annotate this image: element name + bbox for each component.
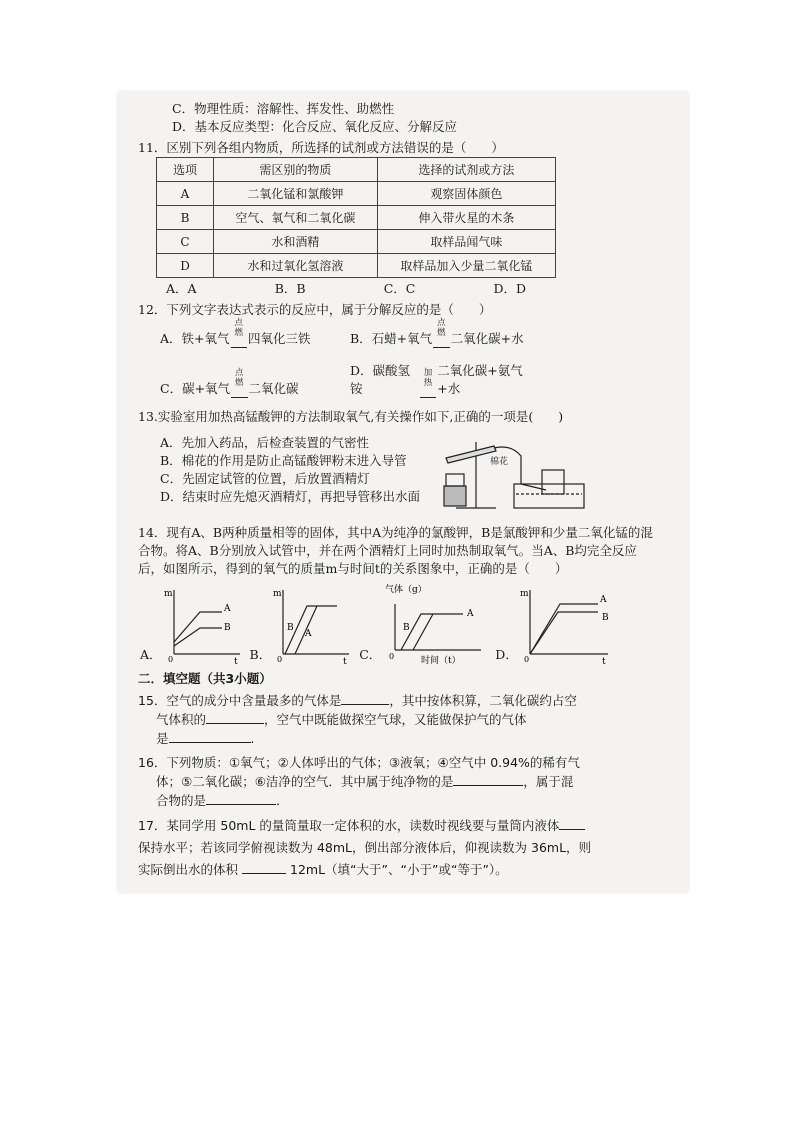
answer-blank[interactable] — [242, 861, 286, 874]
q16 — [138, 753, 678, 810]
q17-text: 实际倒出水的体积 — [138, 862, 239, 877]
choice-b[interactable] — [350, 318, 540, 348]
answer-blank[interactable] — [169, 730, 251, 743]
answer-blank[interactable] — [341, 692, 389, 705]
reaction-condition — [433, 318, 450, 348]
table-cell: 取样品闻气味 — [377, 230, 555, 254]
y-axis-label: m — [163, 589, 173, 599]
reactants: C．碳+氧气 — [160, 381, 231, 396]
table-cell: B — [157, 206, 214, 230]
table-row — [157, 254, 556, 278]
products: 二氧化碳+氨气+水 — [437, 363, 523, 396]
answer-blank[interactable] — [206, 711, 264, 724]
table-row — [157, 182, 556, 206]
origin-label: 0 — [523, 655, 529, 664]
reactants: B．石蜡+氧气 — [350, 331, 433, 346]
table-cell: 水和酒精 — [214, 230, 378, 254]
chart-b — [271, 584, 355, 664]
choice-c[interactable]: C．先固定试管的位置，后放置酒精灯 — [160, 471, 370, 486]
series-line-a — [174, 612, 222, 642]
q16-text: ，属于混 — [523, 774, 574, 789]
series-line-b — [401, 614, 463, 650]
condition-label: 加热 — [423, 368, 433, 388]
q13-stem: 13.实验室用加热高锰酸钾的方法制取氧气,有关操作如下,正确的一项是( ) — [138, 409, 564, 424]
q16-text: ． — [276, 793, 289, 808]
origin-label: 0 — [277, 655, 283, 664]
q11-stem: 11．区别下列各组内物质，所选择的试剂或方法错误的是（ ） — [138, 140, 504, 155]
series-label-a: A — [305, 629, 312, 639]
q14-stem: 14．现有A、B两种质量相等的固体，其中A为纯净的氯酸钾，B是氯酸钾和少量二氧化锰的混合物。将A、B分别放入试管中，并在两个酒精灯上同时加热制取氧气。当A、B均完全反应后，如图所示，得到的氧气的质量m与时间t的关系图象中，正确的是（ ） — [138, 525, 653, 576]
cotton-label: 棉花 — [490, 457, 509, 467]
table-header: 选项 — [157, 158, 214, 182]
choice-d[interactable] — [350, 362, 540, 398]
table-header: 选择的试剂或方法 — [377, 158, 555, 182]
series-label-a: A — [223, 604, 231, 614]
q15-text: . — [250, 731, 255, 746]
table-cell: 水和过氧化氢溶液 — [214, 254, 378, 278]
choice-d[interactable]: D．结束时应先熄灭酒精灯，再把导管移出水面 — [160, 489, 421, 504]
q17-text: 保持水平；若该同学俯视读数为 48mL，倒出部分液体后，仰视读数为 36mL，则 — [138, 840, 592, 855]
table-cell: 观察固体颜色 — [377, 182, 555, 206]
x-axis-label: t — [601, 657, 606, 664]
choice-d[interactable]: D．D — [493, 281, 526, 296]
table-header: 需区别的物质 — [214, 158, 378, 182]
choice-c[interactable] — [160, 362, 350, 398]
series-line-b — [174, 628, 222, 646]
choice-a[interactable]: A．A — [166, 281, 197, 296]
series-label-b: B — [287, 623, 294, 633]
table-cell: 二氧化锰和氯酸钾 — [214, 182, 378, 206]
q12-stem: 12．下列文字表达式表示的反应中，属于分解反应的是（ ） — [138, 302, 492, 317]
condition-label: 点燃 — [437, 318, 446, 338]
y-axis-label: m — [519, 589, 529, 599]
answer-blank[interactable] — [453, 773, 523, 786]
choice-a[interactable]: A．先加入药品，后检查装置的气密性 — [160, 435, 370, 450]
section-heading: 二．填空题（共3小题） — [138, 671, 272, 686]
x-axis-label: t — [343, 657, 347, 664]
option-d-line: D．基本反应类型：化合反应、氧化反应、分解反应 — [172, 119, 458, 134]
chart-choice-label: C． — [359, 647, 382, 662]
series-line-b — [530, 612, 598, 654]
answer-blank[interactable] — [206, 792, 276, 805]
series-label-a: A — [599, 595, 607, 605]
table-cell: D — [157, 254, 214, 278]
q13-body — [138, 434, 678, 510]
reaction-condition — [231, 368, 248, 398]
x-axis-label: t — [233, 657, 238, 664]
choice-c[interactable]: C．C — [383, 281, 416, 296]
q11-table — [156, 157, 556, 278]
x-axis-label: 时间（t） — [421, 656, 461, 664]
choice-d[interactable] — [495, 584, 614, 664]
q15-text: ，其中按体积算，二氧化碳约占空 — [389, 693, 577, 708]
table-row — [157, 230, 556, 254]
q15-text: 是 — [156, 731, 169, 746]
choice-b[interactable]: B．棉花的作用是防止高锰酸钾粉末进入导管 — [160, 453, 407, 468]
answer-blank[interactable] — [559, 817, 585, 830]
table-cell: A — [157, 182, 214, 206]
q16-text: 合物的是 — [156, 793, 207, 808]
q16-text: 体；⑤二氧化碳；⑥洁净的空气．其中属于纯净物的是 — [156, 774, 454, 789]
choice-a[interactable] — [140, 584, 246, 664]
table-cell: 空气、氧气和二氧化碳 — [214, 206, 378, 230]
chart-choice-label: B． — [249, 647, 272, 662]
chart-d — [518, 584, 614, 664]
q12-row-ab — [160, 318, 678, 348]
chart-a — [162, 584, 246, 664]
reaction-condition — [231, 318, 248, 348]
q12-row-cd — [160, 362, 678, 398]
condition-label: 点燃 — [234, 318, 244, 338]
q17 — [138, 815, 678, 881]
chart-c — [381, 584, 491, 664]
q17-text: 12mL（填“大于”、“小于”或“等于”）。 — [290, 862, 508, 877]
q11-choices — [166, 280, 526, 298]
table-header-row — [157, 158, 556, 182]
q14-charts — [140, 584, 678, 664]
chart-choice-label: D． — [495, 647, 518, 662]
table-cell: 伸入带火星的木条 — [377, 206, 555, 230]
option-c-line: C．物理性质：溶解性、挥发性、助燃性 — [172, 101, 395, 116]
y-axis-label: 气体（g） — [385, 585, 428, 595]
series-label-b: B — [403, 623, 410, 633]
series-label-b: B — [223, 623, 231, 633]
series-label-a: A — [467, 609, 474, 619]
q15-text: 15．空气的成分中含量最多的气体是 — [138, 693, 342, 708]
origin-label: 0 — [389, 652, 395, 661]
q15-text: ，空气中既能做探空气球，又能做保护气的气体 — [264, 712, 527, 727]
origin-label: 0 — [167, 655, 173, 664]
table-row — [157, 206, 556, 230]
choice-c[interactable] — [359, 584, 491, 664]
reaction-condition — [420, 368, 437, 398]
q15-text: 气体积的 — [156, 712, 207, 727]
series-label-b: B — [601, 613, 609, 623]
q16-text: 16．下列物质：①氧气；②人体呼出的气体；③液氧；④空气中 0.94%的稀有气 — [138, 755, 580, 770]
y-axis-label: m — [273, 589, 282, 599]
products: 二氧化碳 — [248, 381, 299, 396]
chart-choice-label: A． — [140, 647, 162, 662]
oxygen-apparatus-diagram — [436, 434, 596, 510]
table-cell: 取样品加入少量二氧化锰 — [377, 254, 555, 278]
products: 二氧化碳+水 — [450, 331, 524, 346]
table-cell: C — [157, 230, 214, 254]
exam-content — [138, 100, 678, 881]
choice-b[interactable] — [250, 584, 356, 664]
q17-text: 17．某同学用 50mL 的量筒量取一定体积的水，读数时视线要与量筒内液体 — [138, 818, 560, 833]
choice-b[interactable]: B．B — [274, 281, 306, 296]
products: 四氧化三铁 — [248, 331, 311, 346]
condition-label: 点燃 — [235, 368, 244, 388]
reactants: D．碳酸氢铵 — [350, 363, 411, 396]
choice-a[interactable] — [160, 318, 350, 348]
q13-options — [160, 434, 430, 510]
series-line-a — [413, 614, 433, 650]
reactants: A．铁+氧气 — [160, 331, 230, 346]
q15 — [138, 691, 678, 748]
